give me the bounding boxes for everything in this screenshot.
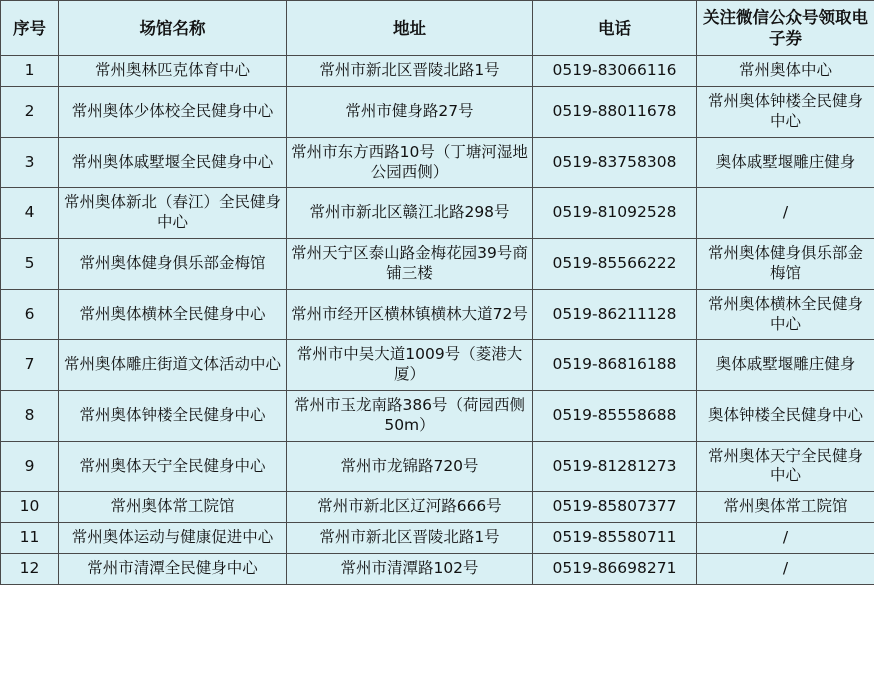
cell-address: 常州市新北区晋陵北路1号 xyxy=(287,56,533,87)
cell-coupon: 常州奥体健身俱乐部金梅馆 xyxy=(697,239,874,290)
cell-coupon: 常州奥体中心 xyxy=(697,56,874,87)
cell-venue-name: 常州奥体健身俱乐部金梅馆 xyxy=(59,239,287,290)
table-row xyxy=(1,239,874,290)
cell-coupon: 奥体戚墅堰雕庄健身 xyxy=(697,340,874,391)
table-header xyxy=(1,1,874,56)
cell-coupon: 常州奥体横林全民健身中心 xyxy=(697,289,874,340)
cell-address: 常州市新北区赣江北路298号 xyxy=(287,188,533,239)
cell-address: 常州天宁区泰山路金梅花园39号商铺三楼 xyxy=(287,239,533,290)
cell-address: 常州市新北区辽河路666号 xyxy=(287,492,533,523)
table-body xyxy=(1,56,874,585)
cell-phone: 0519-88011678 xyxy=(533,87,697,138)
cell-venue-name: 常州奥体横林全民健身中心 xyxy=(59,289,287,340)
cell-coupon: / xyxy=(697,553,874,584)
table-row xyxy=(1,492,874,523)
cell-address: 常州市玉龙南路386号（荷园西侧50m） xyxy=(287,390,533,441)
cell-coupon: 常州奥体天宁全民健身中心 xyxy=(697,441,874,492)
cell-coupon: / xyxy=(697,188,874,239)
cell-index: 1 xyxy=(1,56,59,87)
cell-address: 常州市东方西路10号（丁塘河湿地公园西侧） xyxy=(287,137,533,188)
cell-venue-name: 常州奥体少体校全民健身中心 xyxy=(59,87,287,138)
cell-address: 常州市健身路27号 xyxy=(287,87,533,138)
cell-coupon: 常州奥体钟楼全民健身中心 xyxy=(697,87,874,138)
cell-phone: 0519-83066116 xyxy=(533,56,697,87)
cell-phone: 0519-81281273 xyxy=(533,441,697,492)
cell-venue-name: 常州奥林匹克体育中心 xyxy=(59,56,287,87)
column-header-coupon: 关注微信公众号领取电子券 xyxy=(697,1,874,56)
table-header-row xyxy=(1,1,874,56)
cell-index: 9 xyxy=(1,441,59,492)
cell-index: 7 xyxy=(1,340,59,391)
cell-venue-name: 常州奥体戚墅堰全民健身中心 xyxy=(59,137,287,188)
cell-index: 4 xyxy=(1,188,59,239)
cell-index: 8 xyxy=(1,390,59,441)
table-row xyxy=(1,390,874,441)
cell-index: 10 xyxy=(1,492,59,523)
cell-address: 常州市新北区晋陵北路1号 xyxy=(287,523,533,554)
cell-phone: 0519-85558688 xyxy=(533,390,697,441)
cell-index: 3 xyxy=(1,137,59,188)
cell-venue-name: 常州奥体运动与健康促进中心 xyxy=(59,523,287,554)
cell-venue-name: 常州奥体常工院馆 xyxy=(59,492,287,523)
column-header-phone: 电话 xyxy=(533,1,697,56)
column-header-address: 地址 xyxy=(287,1,533,56)
cell-phone: 0519-85807377 xyxy=(533,492,697,523)
table-row xyxy=(1,289,874,340)
cell-coupon: 奥体钟楼全民健身中心 xyxy=(697,390,874,441)
table-row xyxy=(1,553,874,584)
table-row xyxy=(1,87,874,138)
table-row xyxy=(1,137,874,188)
cell-address: 常州市龙锦路720号 xyxy=(287,441,533,492)
cell-index: 11 xyxy=(1,523,59,554)
cell-index: 6 xyxy=(1,289,59,340)
cell-index: 2 xyxy=(1,87,59,138)
cell-coupon: 常州奥体常工院馆 xyxy=(697,492,874,523)
table-row xyxy=(1,188,874,239)
cell-phone: 0519-81092528 xyxy=(533,188,697,239)
table-row xyxy=(1,441,874,492)
cell-address: 常州市清潭路102号 xyxy=(287,553,533,584)
cell-phone: 0519-83758308 xyxy=(533,137,697,188)
cell-index: 12 xyxy=(1,553,59,584)
cell-phone: 0519-85580711 xyxy=(533,523,697,554)
column-header-name: 场馆名称 xyxy=(59,1,287,56)
table-row xyxy=(1,56,874,87)
cell-address: 常州市中吴大道1009号（菱港大厦） xyxy=(287,340,533,391)
cell-phone: 0519-86698271 xyxy=(533,553,697,584)
cell-coupon: / xyxy=(697,523,874,554)
cell-venue-name: 常州奥体天宁全民健身中心 xyxy=(59,441,287,492)
cell-phone: 0519-85566222 xyxy=(533,239,697,290)
cell-phone: 0519-86816188 xyxy=(533,340,697,391)
table-row xyxy=(1,523,874,554)
cell-coupon: 奥体戚墅堰雕庄健身 xyxy=(697,137,874,188)
cell-venue-name: 常州奥体雕庄街道文体活动中心 xyxy=(59,340,287,391)
table-row xyxy=(1,340,874,391)
cell-venue-name: 常州奥体新北（春江）全民健身中心 xyxy=(59,188,287,239)
cell-venue-name: 常州奥体钟楼全民健身中心 xyxy=(59,390,287,441)
cell-index: 5 xyxy=(1,239,59,290)
column-header-index: 序号 xyxy=(1,1,59,56)
cell-venue-name: 常州市清潭全民健身中心 xyxy=(59,553,287,584)
cell-address: 常州市经开区横林镇横林大道72号 xyxy=(287,289,533,340)
cell-phone: 0519-86211128 xyxy=(533,289,697,340)
